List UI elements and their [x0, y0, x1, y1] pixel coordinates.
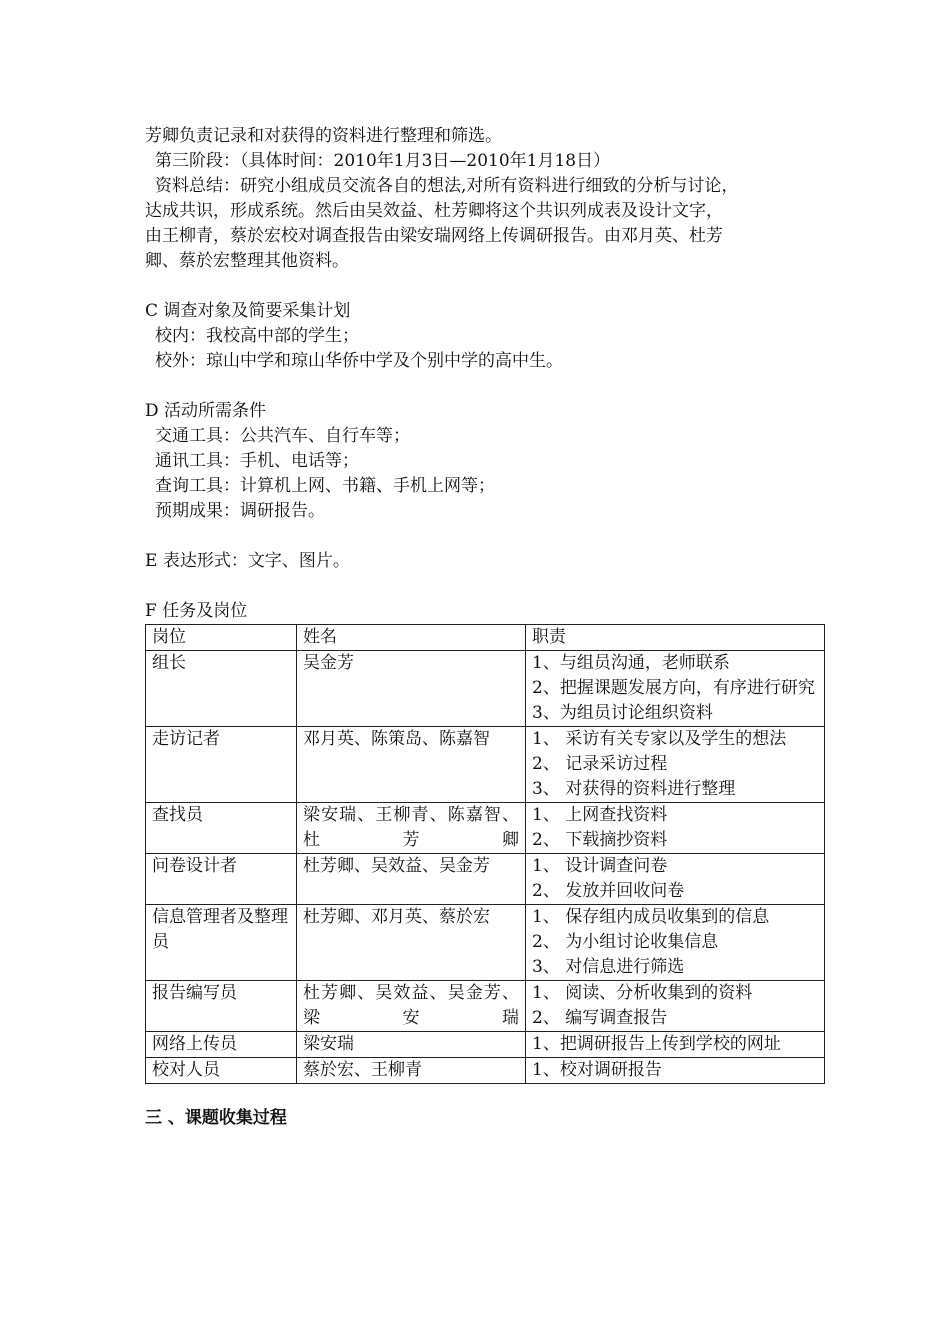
intro-line-5: 由王柳青，蔡於宏校对调查报告由梁安瑞网络上传调研报告。由邓月英、杜芳	[145, 226, 723, 246]
duty-item: 2、 编写调查报告	[532, 1008, 668, 1028]
cell-duties	[526, 981, 825, 1032]
cell-names: 蔡於宏、王柳青	[297, 1058, 526, 1084]
table-row	[146, 803, 825, 854]
duty-item: 2、把握课题发展方向，有序进行研究	[532, 678, 815, 698]
table-body	[146, 651, 825, 1084]
section-d-title: D 活动所需条件	[145, 401, 267, 421]
section-d-line-2: 通讯工具：手机、电话等；	[155, 451, 359, 471]
table-row	[146, 1032, 825, 1058]
section-c-line-1: 校内：我校高中部的学生；	[155, 326, 359, 346]
duty-item: 2、 为小组讨论收集信息	[532, 932, 719, 952]
header-role: 岗位	[146, 625, 297, 651]
duty-item: 1、 设计调查问卷	[532, 856, 668, 876]
cell-names: 邓月英、陈策岛、陈嘉智	[297, 727, 526, 803]
cell-role: 网络上传员	[146, 1032, 297, 1058]
duty-item: 2、 发放并回收问卷	[532, 881, 685, 901]
duty-item: 1、 阅读、分析收集到的资料	[532, 983, 753, 1003]
header-duties: 职责	[526, 625, 825, 651]
duty-item: 1、把调研报告上传到学校的网址	[532, 1034, 781, 1054]
section-d-line-3: 查询工具：计算机上网、书籍、手机上网等；	[155, 476, 495, 496]
duty-item: 3、为组员讨论组织资料	[532, 703, 713, 723]
cell-names: 吴金芳	[297, 651, 526, 727]
spacer	[145, 524, 825, 549]
cell-duties	[526, 651, 825, 727]
cell-duties	[526, 854, 825, 905]
duty-item: 1、与组员沟通，老师联系	[532, 653, 730, 673]
cell-duties	[526, 905, 825, 981]
cell-role: 组长	[146, 651, 297, 727]
cell-names: 杜芳卿、吴效益、吴金芳	[297, 854, 526, 905]
duty-item: 1、 保存组内成员收集到的信息	[532, 907, 770, 927]
document-page	[145, 124, 825, 1131]
section-f-title: F 任务及岗位	[145, 601, 248, 621]
tasks-table	[145, 624, 825, 1084]
spacer	[145, 574, 825, 599]
cell-names: 梁安瑞、王柳青、陈嘉智、杜芳卿	[297, 803, 526, 854]
cell-role: 校对人员	[146, 1058, 297, 1084]
cell-duties	[526, 803, 825, 854]
intro-line-2: 第三阶段：（具体时间：2010年1月3日—2010年1月18日）	[155, 151, 611, 171]
section-three-title: 三 、课题收集过程	[145, 1108, 287, 1128]
cell-duties	[526, 727, 825, 803]
intro-line-1: 芳卿负责记录和对获得的资料进行整理和筛选。	[145, 126, 502, 146]
cell-role: 查找员	[146, 803, 297, 854]
section-c-title: C 调查对象及简要采集计划	[145, 301, 351, 321]
intro-line-3: 资料总结：研究小组成员交流各自的想法,对所有资料进行细致的分析与讨论，	[155, 176, 739, 196]
section-d-line-1: 交通工具：公共汽车、自行车等；	[155, 426, 410, 446]
table-row	[146, 1058, 825, 1084]
table-row	[146, 981, 825, 1032]
table-row	[146, 727, 825, 803]
section-c-line-2: 校外：琼山中学和琼山华侨中学及个别中学的高中生。	[155, 351, 563, 371]
duty-item: 2、 记录采访过程	[532, 754, 668, 774]
duty-item: 1、 上网查找资料	[532, 805, 668, 825]
section-d-line-4: 预期成果：调研报告。	[155, 501, 325, 521]
duty-item: 1、校对调研报告	[532, 1060, 662, 1080]
spacer	[145, 374, 825, 399]
intro-line-4: 达成共识，形成系统。然后由吴效益、杜芳卿将这个共识列成表及设计文字，	[145, 201, 723, 221]
cell-names: 杜芳卿、邓月英、蔡於宏	[297, 905, 526, 981]
intro-line-6: 卿、蔡於宏整理其他资料。	[145, 251, 349, 271]
cell-duties	[526, 1058, 825, 1084]
duty-item: 2、 下载摘抄资料	[532, 830, 668, 850]
cell-role: 报告编写员	[146, 981, 297, 1032]
cell-names: 梁安瑞	[297, 1032, 526, 1058]
table-header-row	[146, 625, 825, 651]
duty-item: 3、 对获得的资料进行整理	[532, 779, 736, 799]
cell-role: 信息管理者及整理员	[146, 905, 297, 981]
cell-names: 杜芳卿、吴效益、吴金芳、梁安瑞	[297, 981, 526, 1032]
duty-item: 3、 对信息进行筛选	[532, 957, 685, 977]
header-names: 姓名	[297, 625, 526, 651]
table-row	[146, 854, 825, 905]
cell-duties	[526, 1032, 825, 1058]
spacer	[145, 274, 825, 299]
table-row	[146, 905, 825, 981]
section-e-title: E 表达形式：文字、图片。	[145, 551, 350, 571]
cell-role: 问卷设计者	[146, 854, 297, 905]
cell-role: 走访记者	[146, 727, 297, 803]
duty-item: 1、 采访有关专家以及学生的想法	[532, 729, 787, 749]
table-row	[146, 651, 825, 727]
